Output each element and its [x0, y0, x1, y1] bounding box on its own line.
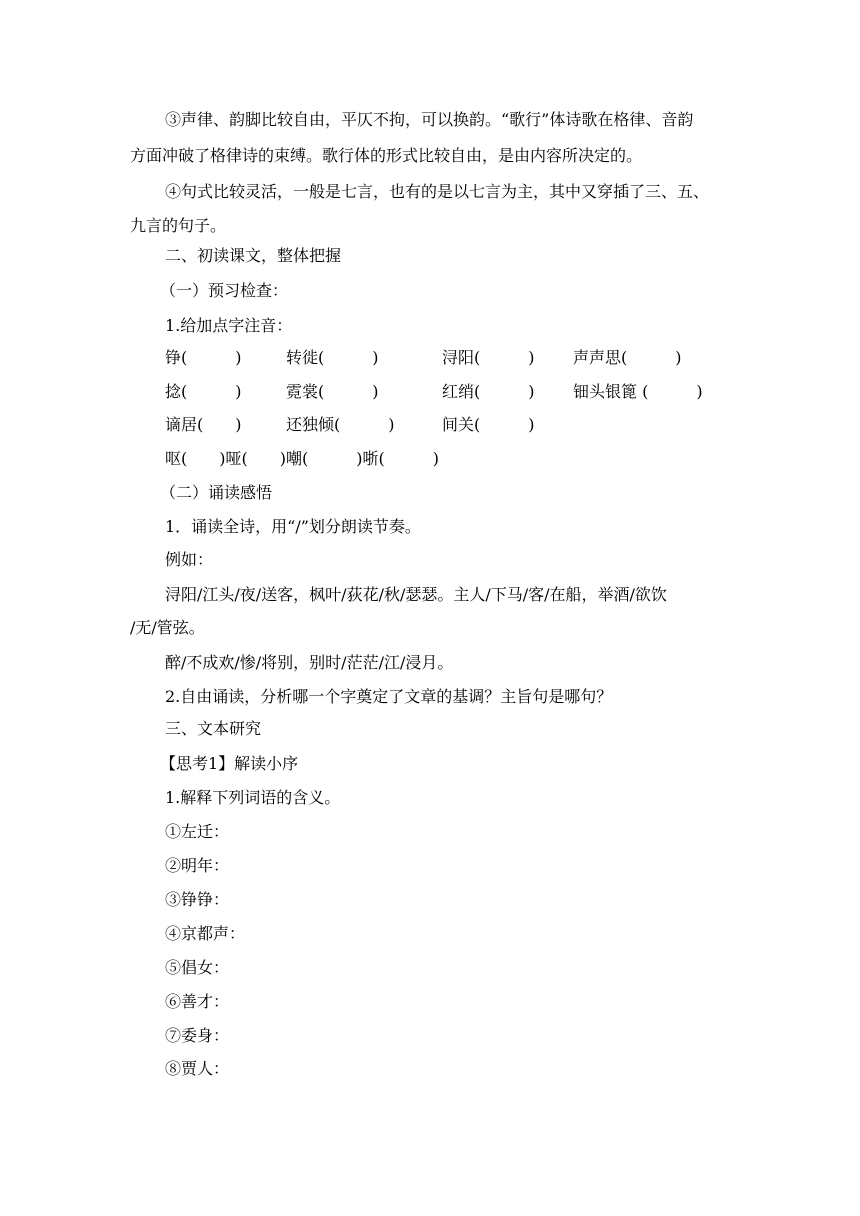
example-text: 醉/不成欢/惨/将别，别时/茫茫/江/浸月。 — [165, 653, 454, 672]
example-label: 例如： — [165, 550, 214, 569]
pinyin-row — [165, 378, 785, 406]
pinyin-cell: 呕( )哑( )嘲( )哳( ) — [165, 449, 439, 468]
question: 1.给加点字注音： — [165, 316, 293, 335]
vocab-item: ⑧贾人： — [165, 1059, 230, 1078]
pinyin-cell: 浔阳( ) — [442, 348, 535, 367]
think-heading: 【思考1】解读小序 — [160, 754, 299, 773]
pinyin-cell: 声声思( ) — [573, 348, 682, 367]
pinyin-row — [165, 344, 785, 372]
pinyin-row — [165, 445, 785, 473]
paragraph-line: ④句式比较灵活，一般是七言，也有的是以七言为主，其中又穿插了三、五、 — [165, 182, 710, 201]
vocab-item: ①左迁： — [165, 822, 230, 841]
pinyin-cell: 谪居( ) — [165, 415, 242, 434]
vocab-item: ②明年： — [165, 856, 230, 875]
paragraph-line: ③声律、韵脚比较自由，平仄不拘，可以换韵。“歌行”体诗歌在格律、音韵 — [165, 110, 694, 129]
section-heading: 二、初读课文，整体把握 — [165, 246, 342, 265]
section-heading: 三、文本研究 — [165, 719, 262, 738]
vocab-item: ⑥善才： — [165, 992, 230, 1011]
example-text: /无/管弦。 — [130, 618, 205, 637]
pinyin-cell: 霓裳( ) — [286, 382, 379, 401]
pinyin-cell: 红绡( ) — [442, 382, 535, 401]
vocab-item: ③铮铮： — [165, 890, 230, 909]
example-text: 浔阳/江头/夜/送客，枫叶/荻花/秋/瑟瑟。主人/下马/客/在船，举酒/欲饮 — [165, 585, 667, 604]
question: 1.解释下列词语的含义。 — [165, 788, 341, 807]
pinyin-cell: 转徙( ) — [286, 348, 379, 367]
question: 1．诵读全诗，用“/”划分朗读节奏。 — [165, 517, 421, 536]
pinyin-cell: 还独倾( ) — [286, 415, 395, 434]
paragraph-line: 九言的句子。 — [130, 216, 227, 235]
pinyin-row — [165, 411, 785, 439]
pinyin-cell: 间关( ) — [442, 415, 535, 434]
question: 2.自由诵读，分析哪一个字奠定了文章的基调？主旨句是哪句？ — [165, 687, 613, 706]
paragraph-line: 方面冲破了格律诗的束缚。歌行体的形式比较自由，是由内容所决定的。 — [130, 146, 643, 165]
pinyin-cell: 捻( ) — [165, 382, 242, 401]
subsection-heading: （二）诵读感悟 — [160, 483, 273, 502]
pinyin-cell: 钿头银篦 ( ) — [573, 382, 703, 401]
vocab-item: ⑤倡女： — [165, 958, 230, 977]
subsection-heading: （一）预习检查： — [160, 281, 289, 300]
vocab-item: ④京都声： — [165, 924, 246, 943]
vocab-item: ⑦委身： — [165, 1026, 230, 1045]
pinyin-cell: 铮( ) — [165, 348, 242, 367]
